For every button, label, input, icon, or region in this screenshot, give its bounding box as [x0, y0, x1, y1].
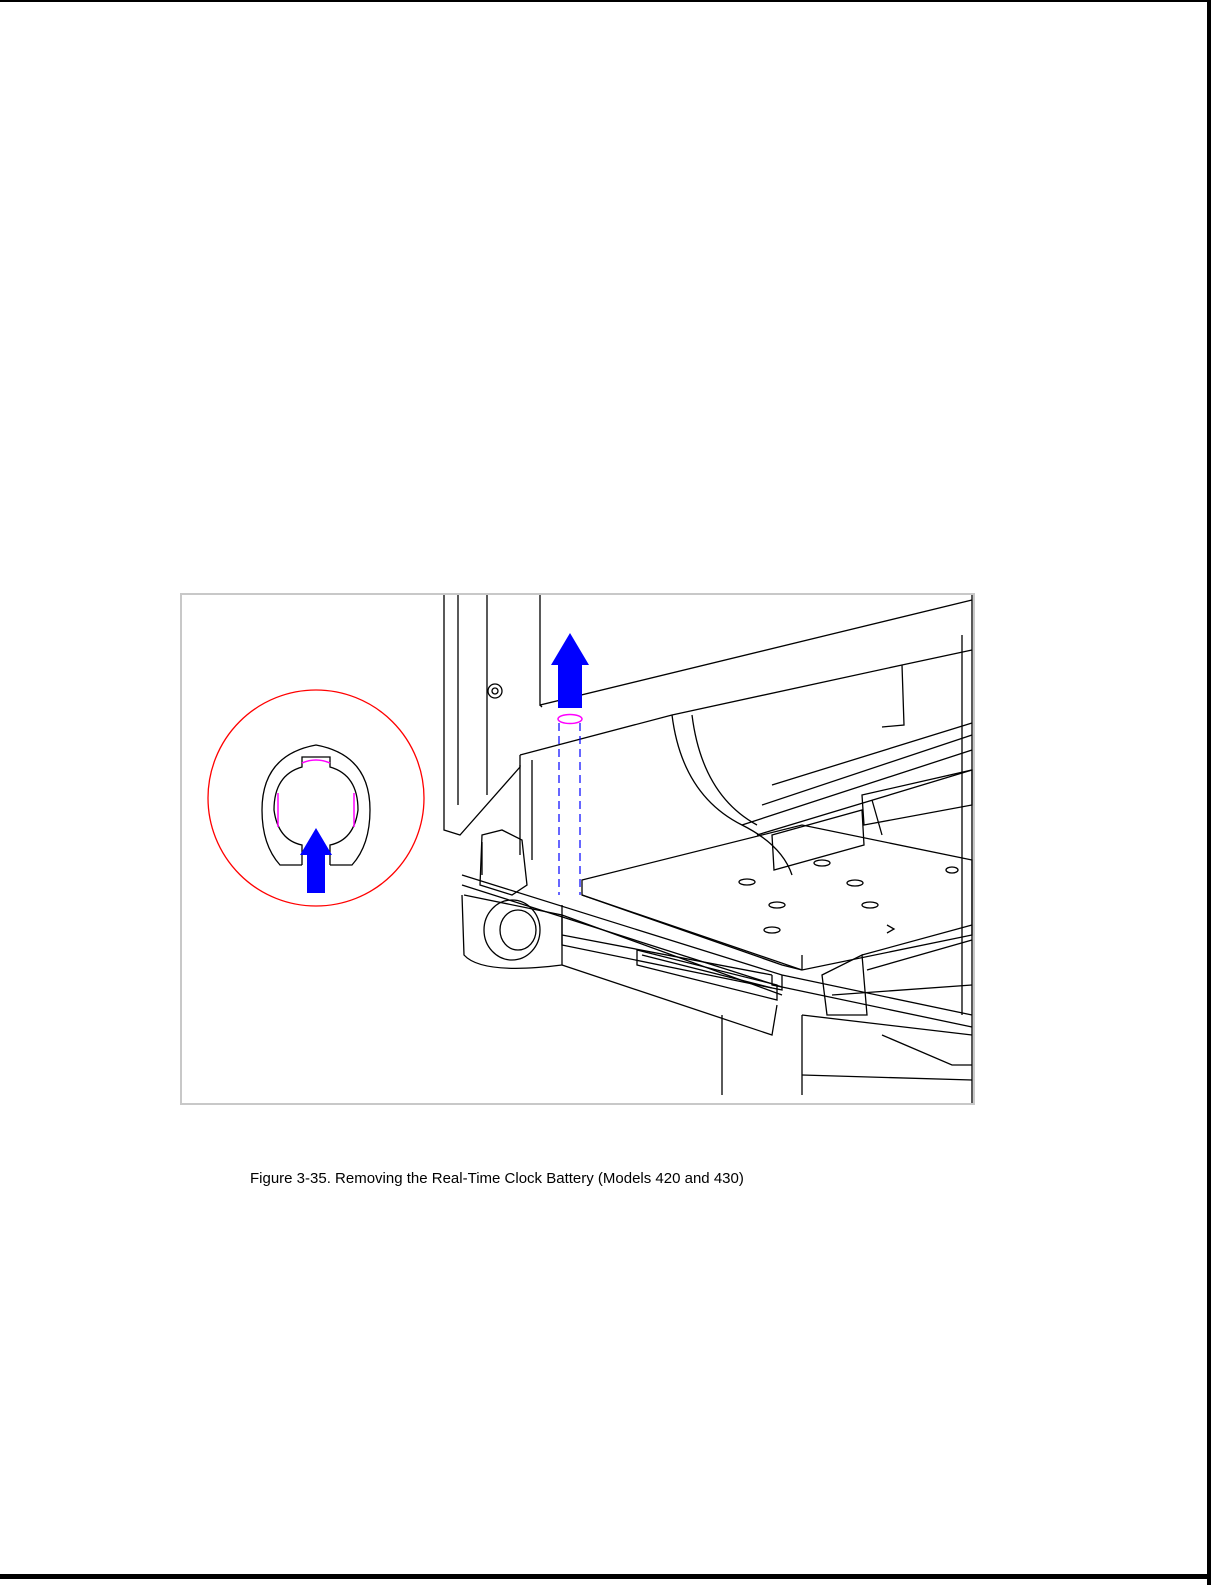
figure-frame — [180, 593, 975, 1105]
technical-illustration — [182, 595, 975, 1105]
page-border-top — [0, 0, 1210, 2]
page-border-right — [1207, 0, 1211, 1585]
page-border-bottom — [0, 1574, 1211, 1579]
figure-caption: Figure 3-35. Removing the Real-Time Clock Battery (Models 420 and 430) — [250, 1170, 744, 1187]
